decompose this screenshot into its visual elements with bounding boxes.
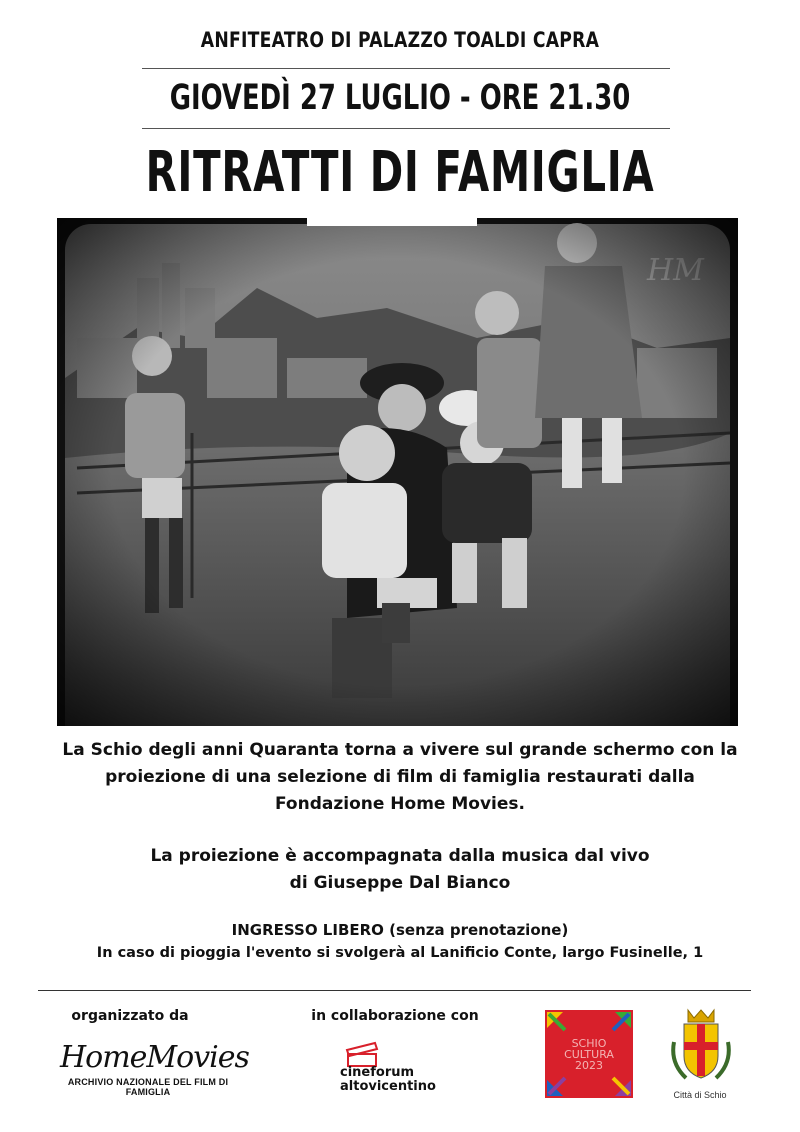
cineforum-line1: cineforum <box>340 1065 415 1080</box>
homemovies-logo: HomeMovies <box>60 1040 249 1075</box>
venue-heading: ANFITEATRO DI PALAZZO TOALDI CAPRA <box>200 28 600 52</box>
description-line: proiezione di una selezione di film di famiglia restaurati dalla <box>105 767 695 787</box>
city-crest-icon <box>668 1008 734 1088</box>
homemovies-subtitle: ARCHIVIO NAZIONALE DEL FILM DI FAMIGLIA <box>67 1077 229 1097</box>
event-title: RITRATTI DI FAMIGLIA <box>145 140 655 205</box>
top-divider <box>142 68 670 69</box>
schio-cultura-logo <box>545 1010 633 1098</box>
schio-cultura-line3: 2023 <box>575 1059 603 1072</box>
entry-info: INGRESSO LIBERO (senza prenotazione) <box>231 921 569 939</box>
cineforum-logo-icon <box>345 1040 381 1068</box>
description-line: Fondazione Home Movies. <box>275 794 525 814</box>
film-notch-top <box>307 218 477 226</box>
schio-cultura-line2: CULTURA <box>564 1048 614 1061</box>
event-date-time: GIOVEDÌ 27 LUGLIO - ORE 21.30 <box>169 78 631 118</box>
description-line: La Schio degli anni Quaranta torna a vivere sul grande schermo con la <box>62 740 738 760</box>
cineforum-logo-text <box>340 1066 436 1094</box>
organized-by-label: organizzato da <box>71 1008 189 1024</box>
city-label: Città di Schio <box>673 1090 727 1100</box>
rain-note: In caso di pioggia l'evento si svolgerà al Lanificio Conte, largo Fusinelle, 1 <box>96 945 704 961</box>
cineforum-line2: altovicentino <box>340 1079 436 1094</box>
description-paragraph <box>30 737 770 818</box>
family-photo <box>57 218 738 726</box>
music-line: La proiezione è accompagnata dalla musica dal vivo <box>150 846 650 866</box>
collaboration-label: in collaborazione con <box>311 1008 479 1024</box>
family-photo-illustration <box>57 218 738 726</box>
middle-divider <box>142 128 670 129</box>
schio-cultura-line1: SCHIO <box>571 1037 607 1050</box>
footer-divider <box>38 990 751 991</box>
music-line: di Giuseppe Dal Bianco <box>289 873 511 893</box>
music-paragraph <box>30 843 770 897</box>
